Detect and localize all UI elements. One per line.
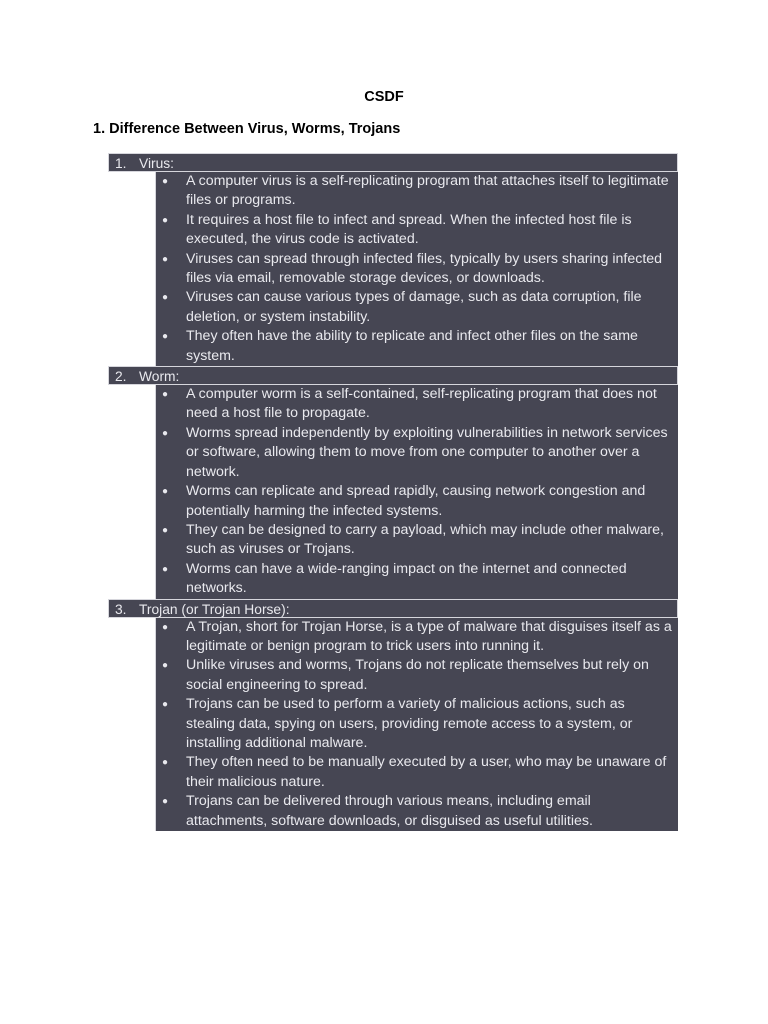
term-label: Virus: [139, 156, 175, 171]
bullet-dot-icon: ● [162, 389, 169, 401]
list-item: ● Unlike viruses and worms, Trojans do not replicate themselves but rely on social engineering to spread. [162, 657, 649, 693]
bullet-dot-icon: ● [162, 757, 169, 769]
bullet-dot-icon: ● [162, 253, 169, 265]
list-item: ● Worms can replicate and spread rapidly, causing network congestion and potentially harming the infected systems. [162, 483, 646, 519]
term-label: Worm: [139, 369, 180, 385]
list-item: ● It requires a host file to infect and spread. When the infected host file is executed, the virus code is activated. [162, 211, 632, 248]
bullet-dot-icon: ● [162, 796, 169, 808]
list-item: ● Trojans can be used to perform a variety of malicious actions, such as stealing data, spying on users, providing remote access to a system, or installing additional malware. [162, 696, 633, 751]
list-item: ● Viruses can cause various types of damage, such as data corruption, file deletion, or system instability. [162, 289, 642, 325]
bullet-dot-icon: ● [162, 427, 169, 439]
list-item: ● Worms can have a wide-ranging impact on the internet and connected networks. [162, 560, 627, 597]
term-number: 2. [115, 369, 127, 385]
list-item: ● They often have the ability to replicate and infect other files on the same system. [162, 328, 638, 364]
list-item: ● A Trojan, short for Trojan Horse, is a type of malware that disguises itself as a legitimate or benign program to trick users into running it. [162, 618, 672, 654]
list-item: ● Viruses can spread through infected files, typically by users sharing infected files via email, removable storage devices, or downloads. [162, 250, 663, 287]
bullet-dot-icon: ● [162, 563, 169, 575]
bullet-dot-icon: ● [162, 176, 169, 187]
term-row-worm [108, 366, 678, 385]
list-item: ● They often need to be manually executed by a user, who may be unaware of their malicious nature. [162, 754, 667, 790]
bullet-dot-icon: ● [162, 292, 169, 304]
list-item: ● Worms spread independently by exploiting vulnerabilities in network services or software, allowing them to move from one computer to another over a network. [162, 424, 668, 480]
list-item: ● They can be designed to carry a payload, which may include other malware, such as viruses or Trojans. [162, 521, 664, 558]
bullet-dot-icon: ● [162, 699, 169, 711]
term-number: 3. [115, 601, 127, 617]
list-item: ● A computer virus is a self-replicating program that attaches itself to legitimate files or programs. [162, 173, 669, 209]
section-heading: 1. Difference Between Virus, Worms, Trojans [93, 121, 401, 137]
trojan-points-list [155, 618, 678, 831]
bullet-dot-icon: ● [162, 660, 169, 672]
bullet-dot-icon: ● [162, 524, 169, 536]
list-item: ● Trojans can be delivered through various means, including email attachments, software downloads, or disguised as useful utilities. [162, 793, 593, 829]
document-content [108, 153, 678, 831]
term-row-trojan [108, 599, 678, 618]
term-row-virus [108, 153, 678, 172]
term-number: 1. [115, 156, 127, 171]
bullet-dot-icon: ● [162, 214, 169, 226]
term-label: Trojan (or Trojan Horse): [139, 601, 290, 617]
bullet-dot-icon: ● [162, 621, 169, 633]
bullet-dot-icon: ● [162, 486, 169, 498]
document-title: CSDF [364, 89, 404, 105]
virus-points-list [155, 172, 678, 366]
bullet-dot-icon: ● [162, 331, 169, 343]
worm-points-list [155, 385, 678, 598]
list-item: ● A computer worm is a self-contained, self-replicating program that does not need a host file to propagate. [162, 386, 657, 422]
